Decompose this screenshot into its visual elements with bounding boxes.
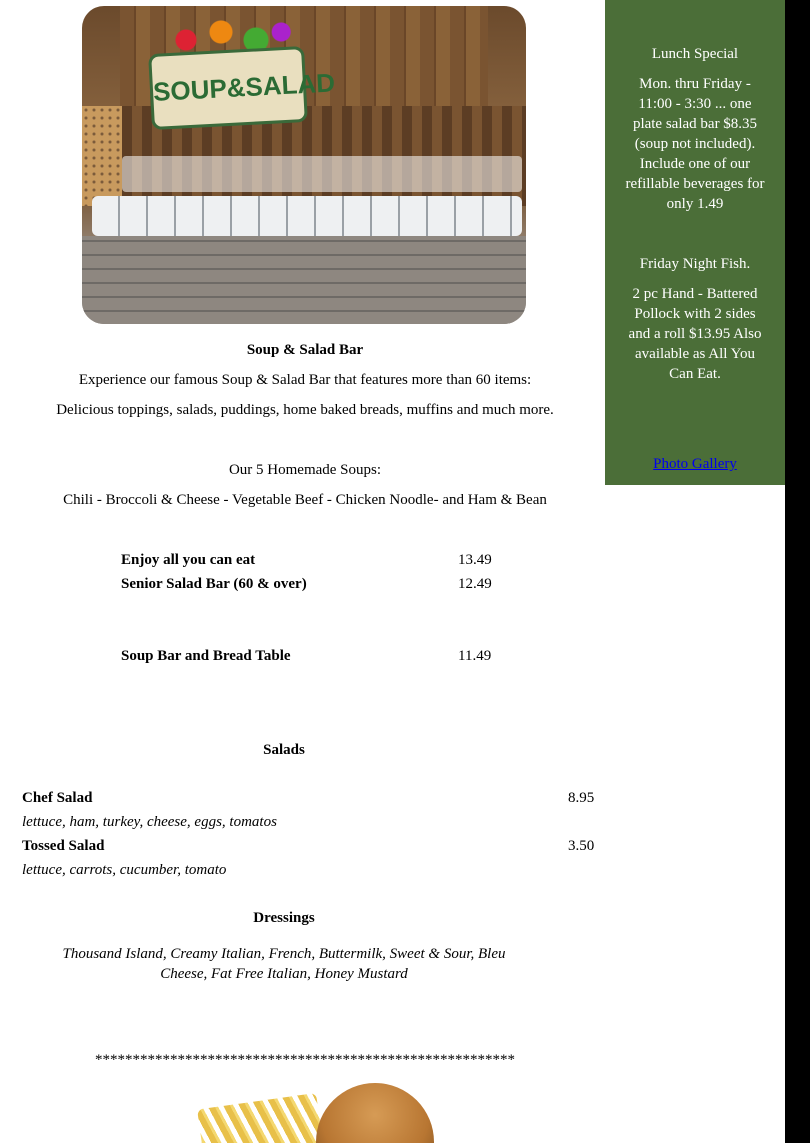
pegboard [82,106,122,206]
lunch-line: only 1.49 [666,196,724,212]
friday-fish-title: Friday Night Fish. [639,256,751,272]
fish-line: 2 pc Hand - Battered [632,286,758,302]
soups-heading: Our 5 Homemade Soups: [228,462,382,478]
salad-name-chef: Chef Salad [22,790,93,806]
lunch-special-text [617,74,773,214]
fish-line: and a roll $13.95 Also [628,326,762,342]
fish-line: Can Eat. [669,366,721,382]
dressings-heading: Dressings [253,910,315,926]
price-value-soup-bread: 11.49 [458,648,492,664]
soups-list: Chili - Broccoli & Cheese - Vegetable Beef - Chicken Noodle- and Ham & Bean [63,492,547,508]
fish-line: Pollock with 2 sides [634,306,756,322]
burger-bun [316,1083,434,1143]
salad-pans [92,196,522,236]
dressings-line-2: Cheese, Fat Free Italian, Honey Mustard [160,966,408,982]
burger-fries-photo [170,1083,440,1143]
price-value-senior: 12.49 [458,576,492,592]
soup-salad-bar-photo [82,6,526,324]
photo-gallery-wrapper [617,454,773,474]
salad-price-chef: 8.95 [568,790,595,806]
lunch-line: 11:00 - 3:30 ... one [638,96,752,112]
salads-heading: Salads [263,742,305,758]
salad-price-tossed: 3.50 [568,838,595,854]
salad-desc-tossed: lettuce, carrots, cucumber, tomato [22,862,227,878]
intro-line-2: Delicious toppings, salads, puddings, home baked breads, muffins and much more. [56,402,554,418]
price-value-all-you-can-eat: 13.49 [458,552,492,568]
salad-desc-chef: lettuce, ham, turkey, cheese, eggs, tomatos [22,814,277,830]
price-label-soup-bread: Soup Bar and Bread Table [121,648,291,664]
price-label-all-you-can-eat: Enjoy all you can eat [121,552,256,568]
salad-name-tossed: Tossed Salad [22,838,105,854]
lunch-line: Mon. thru Friday - [639,76,751,92]
photo-gallery-link[interactable]: Photo Gallery [653,456,737,472]
lunch-line: (soup not included). [634,136,756,152]
friday-fish-text [617,284,773,384]
specials-sidebar [605,0,785,485]
brick-base [82,236,526,324]
fries [197,1093,323,1143]
intro-line-1: Experience our famous Soup & Salad Bar that features more than 60 items: [78,372,532,388]
lunch-special-title: Lunch Special [651,46,739,62]
dressings-line-1: Thousand Island, Creamy Italian, French, Buttermilk, Sweet & Sour, Bleu [62,946,506,962]
asterisk-divider: ******************************************************** [95,1052,515,1068]
lunch-line: refillable beverages for [625,176,765,192]
section-title-soup-salad-bar: Soup & Salad Bar [246,342,364,358]
lunch-line: plate salad bar $8.35 [632,116,758,132]
price-label-senior: Senior Salad Bar (60 & over) [121,576,307,592]
fish-line: available as All You [635,346,755,362]
soup-salad-sign: SOUP&SALAD [148,46,308,130]
lunch-line: Include one of our [639,156,751,172]
sneeze-guard [122,156,522,192]
